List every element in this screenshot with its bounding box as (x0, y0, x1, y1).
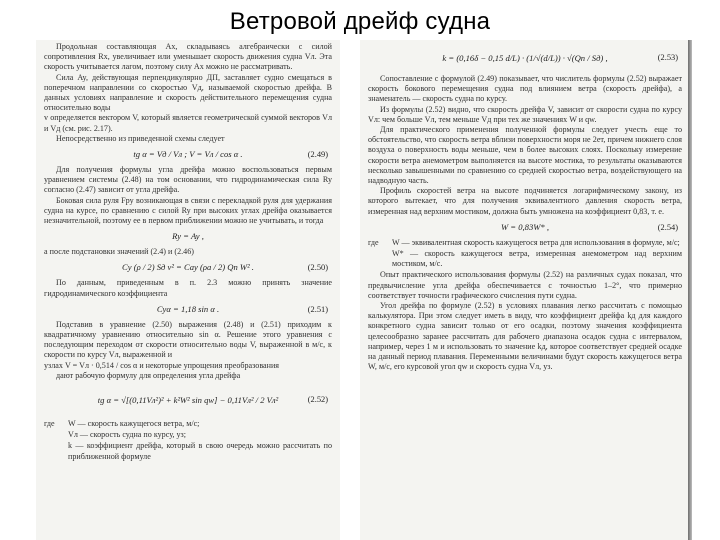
equation-ry (44, 228, 332, 245)
equation-2-49 (44, 146, 332, 163)
equation-number: (2.52) (307, 395, 328, 405)
equation-number: (2.54) (657, 222, 678, 232)
where-text: k — коэффициент дрейфа, который в свою очередь можно рассчитать по приближенной формуле (68, 441, 332, 461)
paragraph: Для практического применения полученной формулы следует учесть еще то обстоятельство, что скорость ветра вблизи поверхности моря не 2ет, причем нижнего слоя воздуха о поверхность воды меньше, чем в более высоких слоях. Поскольку измерение скорости ветра анемометром выполняется на высоте мостика, то результаты оказываются несколько завышенными по сравнению со средней скоростью ветра, воздействующего на надводную часть. (368, 125, 682, 186)
where-text: W* — скорость кажущегося ветра, измеренная анемометром над верхним мостиком, м/с. (392, 249, 682, 269)
where-item (44, 430, 332, 440)
equation-2-51 (44, 301, 332, 318)
paragraph: Непосредственно из приведенной схемы следует (56, 133, 225, 143)
paragraph: v определяется вектором V, который является геометрической суммой векторов Vл и Vд (см. рис. 2.17). (44, 113, 332, 133)
equation-text: tg α = √[(0,11Vл²)² + k²W² sin qw] − 0,11Vл² / 2 Vл² (97, 395, 279, 406)
equation-number: (2.51) (307, 304, 328, 314)
left-page-scan (36, 40, 340, 540)
right-page-scan (360, 40, 690, 540)
where-item (368, 238, 682, 248)
where-item (44, 441, 332, 461)
equation-2-52 (44, 383, 332, 417)
equation-text: Cy (ρ / 2) Sд v² = Cay (ρa / 2) Qп W² . (122, 262, 254, 273)
paragraph: Угол дрейфа по формуле (2.52) в условиях плавания легко рассчитать с помощью калькулятора. При этом следует иметь в виду, что коэффициент дрейфа kд для каждого конкретного судна зависит только от его осадки, поэтому значения коэффициента целесообразно заранее рассчитать для рабочего диапазона осадок судна с интервалом, например, через 1 м и использовать то значение kд, которое соответствует средней осадке на данный период плавания. Переменными величинами будут скорость кажущегося ветра W, м/с, его курсовой угол qw и скорость судна Vл, уз. (368, 301, 682, 372)
paragraph: Опыт практического использования формулы (2.52) на различных судах показал, что предвычисление угла дрейфа обеспечивается с точностью 1–2°, что примерно соответствует точности графического счисления пути судна. (368, 270, 682, 300)
equation-text: Ry = Ay , (172, 231, 204, 242)
where-text: Vл — скорость судна по курсу, уз; (68, 430, 186, 440)
paragraph: Сопоставление с формулой (2.49) показывает, что числитель формулы (2.52) выражает скорость бокового перемещения судна под влиянием ветра (скорость дрейфа), а знаменатель — скорость судна по курсу. (368, 74, 682, 104)
paragraph: дают рабочую формулу для определения угла дрейфа (56, 370, 241, 380)
where-key: где (44, 419, 55, 429)
where-item (368, 249, 682, 269)
paragraph: Продольная составляющая Ax, складываясь алгебраически с силой сопротивления Rx, увеличивает или уменьшает скорость движения судна Vл. Эта скорость учитывается лагом, поэтому силу Ax можно не рассматривать. (44, 42, 332, 72)
where-key (44, 441, 68, 461)
paragraph: Сила Ay, действующая перпендикулярно ДП, заставляет судно смещаться в поперечном направлении со скоростью Vд, называемой скоростью дрейфа. В данных условиях направление и скорость действительного перемещения судна относительно воды (44, 72, 332, 113)
equation-2-53 (368, 44, 682, 72)
where-key (44, 430, 68, 440)
equation-number: (2.53) (657, 53, 678, 62)
equation-2-54 (368, 219, 682, 236)
paragraph: а после подстановки значений (2.4) и (2.46) (44, 247, 194, 257)
equation-text: W = 0,83W* , (500, 221, 550, 232)
equation-text: Cyα = 1,18 sin α . (156, 303, 220, 314)
paragraph: Профиль скоростей ветра на высоте подчиняется логарифмическому закону, из которого вытекает, что для получения эквивалентного давления скорость ветра, измеренная над верхним мостиком, должна быть умножена на коэффициент 0,83, т. е. (368, 186, 682, 216)
where-key (368, 249, 392, 269)
equation-2-50 (44, 259, 332, 276)
paragraph: Подставив в уравнение (2.50) выражения (2.48) и (2.51) приходим к квадратичному уравнению относительно sin α. Решение этого уравнения с последующим переходом от скорости относительно воды V, выраженной в м/с, к скорости по курсу Vл, выраженной и (44, 319, 332, 360)
where-item (44, 419, 332, 429)
where-key: где (368, 237, 379, 247)
paragraph: Для получения формулы угла дрейфа можно воспользоваться первым уравнением системы (2.48) на том основании, что гидродинамическая сила Ry согласно (2.47) зависит от угла дрейфа. (44, 165, 332, 195)
where-text: W — скорость кажущегося ветра, м/с; (68, 419, 200, 429)
where-text: W — эквивалентная скорость кажущегося ветра для использования в формуле, м/с; (392, 237, 680, 247)
paragraph: Боковая сила руля Fру возникающая в связи с перекладкой руля для удержания судна на курсе, по сравнению с силой Ry при высоких углах дрейфа оказывается незначительной, поэтому ее в первом приближении можно не учитывать, и тогда (44, 195, 332, 226)
slide-title: Ветровой дрейф судна (229, 8, 491, 35)
equation-number: (2.50) (307, 263, 328, 273)
equation-text: k = (0,16δ − 0,15 d/L) · (1/√(d/L)) · √(Qп / Sд) , (442, 53, 608, 63)
equation-number: (2.49) (307, 150, 328, 160)
paragraph: узлах V = Vл · 0,514 / cos α и некоторые упрощения преобразования (44, 360, 280, 370)
equation-text: tg α = Vд / Vл ; V = Vл / cos α . (133, 149, 243, 160)
scan-edge-shadow (688, 40, 692, 540)
paragraph: По данным, приведенным в п. 2.3 можно принять значение гидродинамического коэффициента (44, 278, 332, 298)
paragraph: Из формулы (2.52) видно, что скорость дрейфа V, зависит от скорости судна по курсу Vл: чем больше Vл, тем меньше Vд при тех же значениях W и qw. (368, 104, 682, 124)
